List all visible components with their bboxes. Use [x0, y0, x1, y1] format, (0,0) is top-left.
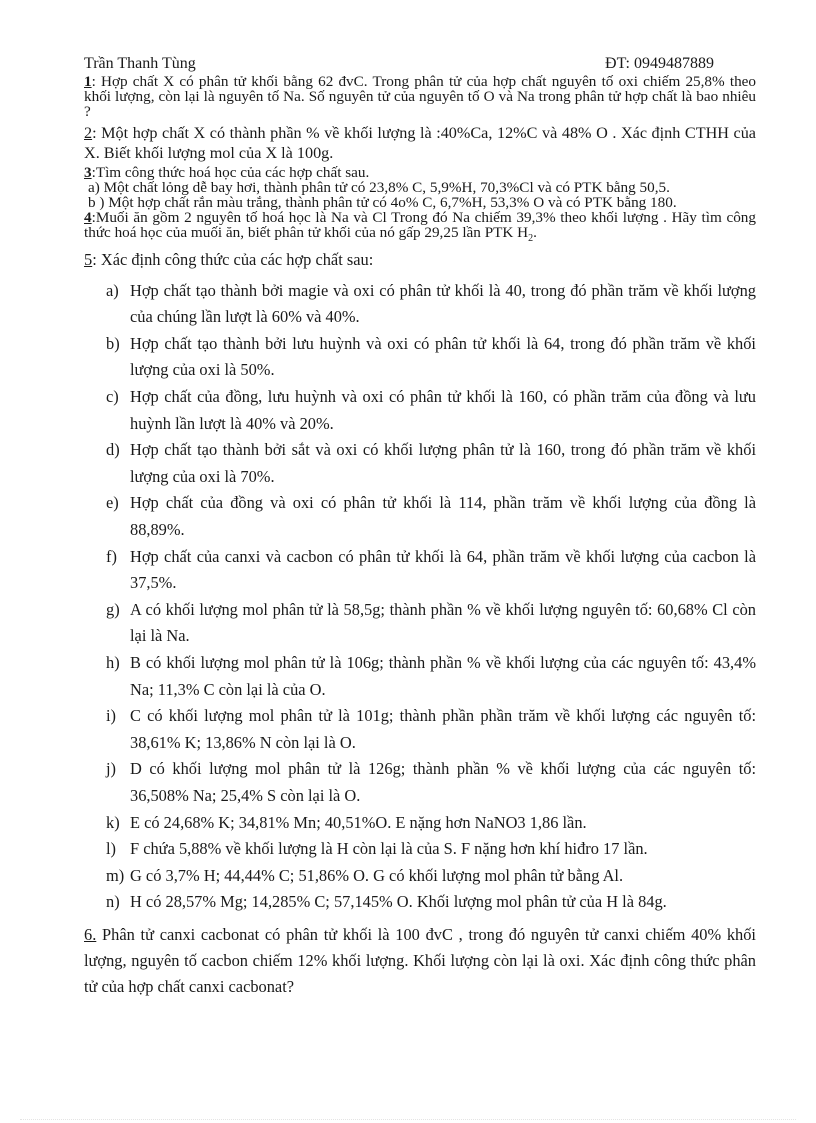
list-item-label: i): [106, 706, 117, 726]
question-number: 1: [84, 73, 92, 90]
question-text: : Một hợp chất X có thành phần % về khối lượng là :40%Ca, 12%C và 48% O . Xác định CTHH của X. Biết khối lượng mol của X là 100g.: [84, 123, 756, 162]
list-item-label: h): [106, 652, 120, 672]
list-item-label: a): [106, 280, 119, 300]
list-item-text: C có khối lượng mol phân tử là 101g; thành phần phần trăm về khối lượng các nguyên tố: 38,61% K; 13,86% N còn lại là O.: [130, 706, 756, 752]
question-1: [84, 74, 756, 120]
question-5-list: [84, 278, 756, 916]
question-6: [84, 922, 756, 1000]
list-item-text: B có khối lượng mol phân tử là 106g; thành phần % về khối lượng của các nguyên tố: 43,4% Na; 11,3% C còn lại là của O.: [130, 652, 756, 699]
list-item-label: g): [106, 599, 120, 619]
sub-question-b: b ) Một hợp chất rắn màu trắng, thành phân tử có 4o% C, 6,7%H, 53,3% O và có PTK bằng 180.: [88, 194, 677, 212]
list-item: [106, 756, 756, 809]
question-4: [84, 210, 756, 246]
list-item: [106, 650, 756, 703]
question-end: .: [533, 224, 537, 242]
list-item: [106, 490, 756, 543]
list-item-text: Hợp chất của canxi và cacbon có phân tử khối là 64, phần trăm về khối lượng của cacbon là 37,5%.: [130, 546, 756, 593]
question-5-title: [84, 250, 756, 270]
question-text: :Muối ăn gồm 2 nguyên tố hoá học là Na và Cl Trong đó Na chiếm 39,3% theo khối lượng . Hãy tìm công thức hoá học của muối ăn, biết phân tử khối của nó gấp 29,25 lần PTK H: [84, 209, 756, 242]
list-item-label: b): [106, 333, 120, 353]
list-item: [106, 384, 756, 437]
question-text: Phân tử canxi cacbonat có phân tử khối là 100 đvC , trong đó nguyên tử canxi chiếm 40% khối lượng, nguyên tố cacbon chiếm 12% khối lượng. Khối lượng còn lại là oxi. Xác định công thức phân tử của hợp chất canxi cacbonat?: [84, 924, 756, 996]
question-3: [84, 165, 756, 211]
list-item: [106, 437, 756, 490]
list-item: [106, 278, 756, 331]
list-item: [106, 810, 756, 837]
list-item: [106, 544, 756, 597]
author-name: Trần Thanh Tùng: [84, 55, 196, 72]
list-item-label: k): [106, 812, 120, 832]
header: [84, 54, 756, 74]
question-number: 6.: [84, 924, 97, 944]
list-item-text: G có 3,7% H; 44,44% C; 51,86% O. G có khối lượng mol phân tử bằng Al.: [130, 865, 624, 885]
list-item-label: m): [106, 865, 125, 885]
list-item-label: d): [106, 440, 120, 460]
list-item-label: n): [106, 892, 120, 912]
question-title: :Tìm công thức hoá học của các hợp chất sau.: [91, 163, 370, 181]
list-item-label: c): [106, 387, 119, 407]
question-2: [84, 123, 756, 163]
list-item-label: j): [106, 759, 117, 779]
list-item: [106, 889, 756, 916]
list-item: [106, 597, 756, 650]
phone-number: ĐT: 0949487889: [605, 55, 714, 72]
list-item-text: F chứa 5,88% về khối lượng là H còn lại là của S. F nặng hơn khí hiđro 17 lần.: [130, 839, 648, 859]
document-page: [84, 54, 756, 1000]
list-item-text: E có 24,68% K; 34,81% Mn; 40,51%O. E nặng hơn NaNO3 1,86 lần.: [130, 812, 587, 832]
list-item: [106, 703, 756, 756]
subscript: 2: [528, 233, 534, 245]
question-number: 5: [84, 249, 93, 269]
list-item: [106, 331, 756, 384]
sub-question-a: a) Một chất lỏng dễ bay hơi, thành phân tử có 23,8% C, 5,9%H, 70,3%Cl và có PTK bằng 50,5.: [88, 178, 670, 196]
list-item-text: Hợp chất tạo thành bởi magie và oxi có phân tử khối là 40, trong đó phần trăm về khối lượng của chúng lần lượt là 60% và 40%.: [130, 280, 756, 327]
list-item-text: Hợp chất tạo thành bởi lưu huỳnh và oxi có phân tử khối là 64, trong đó phần trăm về khối lượng của oxi là 50%.: [130, 333, 756, 380]
question-number: 2: [84, 123, 93, 142]
list-item-text: Hợp chất tạo thành bởi sắt và oxi có khối lượng phân tử là 160, trong đó phần trăm về khối lượng của oxi là 70%.: [130, 440, 756, 486]
list-item-label: e): [106, 493, 119, 513]
list-item-text: Hợp chất của đồng, lưu huỳnh và oxi có phân tử khối là 160, có phần trăm của đồng và lưu huỳnh lần lượt là 40% và 20%.: [130, 387, 756, 433]
list-item: [106, 863, 756, 890]
list-item-text: A có khối lượng mol phân tử là 58,5g; thành phần % về khối lượng nguyên tố: 60,68% Cl còn lại là Na.: [130, 599, 756, 646]
list-item-text: H có 28,57% Mg; 14,285% C; 57,145% O. Khối lượng mol phân tử của H là 84g.: [130, 892, 667, 912]
question-number: 3: [84, 163, 92, 181]
list-item: [106, 836, 756, 863]
list-item-text: D có khối lượng mol phân tử là 126g; thành phần % về khối lượng của các nguyên tố: 36,508% Na; 25,4% S còn lại là O.: [130, 759, 756, 805]
question-text: : Hợp chất X có phân tử khối bằng 62 đvC. Trong phân tử của hợp chất nguyên tố oxi chiếm 25,8% theo khối lượng, còn lại là nguyên tố Na. Số nguyên tử của nguyên tố O và Na trong phân tử hợp chất là bao nhiêu ?: [84, 73, 756, 121]
list-item-label: f): [106, 546, 117, 566]
list-item-label: l): [106, 839, 117, 859]
list-item-text: Hợp chất của đồng và oxi có phân tử khối là 114, phần trăm về khối lượng của đồng là 88,89%.: [130, 493, 756, 539]
page-bottom-border: [20, 1119, 796, 1120]
question-number: 4: [84, 209, 92, 227]
question-title: : Xác định công thức của các hợp chất sau:: [92, 249, 374, 269]
